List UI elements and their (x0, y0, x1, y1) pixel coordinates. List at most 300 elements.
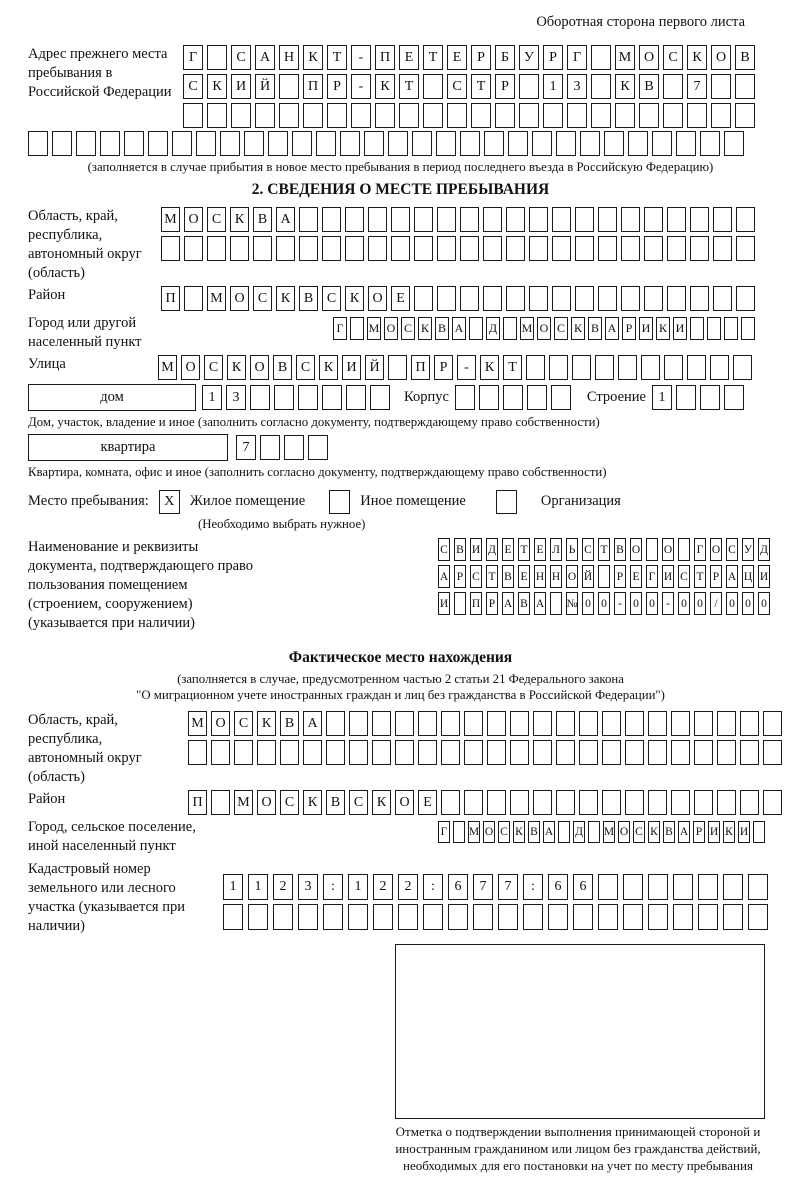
char-box[interactable] (556, 131, 576, 156)
char-box[interactable] (299, 236, 318, 261)
char-box[interactable] (460, 131, 480, 156)
char-box[interactable] (748, 874, 768, 900)
char-box[interactable]: А (678, 821, 690, 843)
char-box[interactable]: 7 (473, 874, 493, 900)
char-box[interactable] (460, 207, 479, 232)
char-box[interactable]: X (159, 490, 180, 514)
char-box[interactable]: И (708, 821, 720, 843)
char-box[interactable] (623, 874, 643, 900)
char-box[interactable] (184, 236, 203, 261)
char-box[interactable]: М (161, 207, 180, 232)
char-box[interactable]: О (483, 821, 495, 843)
char-box[interactable]: Г (333, 317, 347, 340)
char-box[interactable]: 3 (226, 385, 246, 410)
char-box[interactable]: - (614, 592, 626, 615)
char-box[interactable] (398, 904, 418, 930)
char-box[interactable] (349, 740, 368, 765)
char-box[interactable] (298, 385, 318, 410)
char-box[interactable] (591, 103, 611, 128)
char-box[interactable] (76, 131, 96, 156)
char-box[interactable] (184, 286, 203, 311)
char-box[interactable]: К (723, 821, 735, 843)
char-box[interactable] (483, 236, 502, 261)
char-box[interactable] (711, 103, 731, 128)
char-box[interactable] (436, 131, 456, 156)
char-box[interactable] (575, 286, 594, 311)
char-box[interactable] (644, 207, 663, 232)
char-box[interactable] (598, 904, 618, 930)
char-box[interactable] (188, 740, 207, 765)
char-box[interactable] (414, 286, 433, 311)
char-box[interactable]: Н (534, 565, 546, 588)
char-box[interactable] (556, 711, 575, 736)
char-box[interactable]: П (375, 45, 395, 70)
char-box[interactable] (527, 385, 547, 410)
char-box[interactable] (487, 711, 506, 736)
char-box[interactable] (28, 131, 48, 156)
char-box[interactable]: 2 (273, 874, 293, 900)
char-box[interactable] (579, 711, 598, 736)
char-box[interactable]: Б (495, 45, 515, 70)
char-box[interactable] (372, 711, 391, 736)
char-box[interactable] (723, 904, 743, 930)
char-box[interactable] (621, 236, 640, 261)
char-box[interactable]: Т (399, 74, 419, 99)
char-box[interactable]: 3 (298, 874, 318, 900)
char-box[interactable] (667, 236, 686, 261)
char-box[interactable] (717, 740, 736, 765)
char-box[interactable] (598, 874, 618, 900)
char-box[interactable]: 0 (726, 592, 738, 615)
char-box[interactable]: Р (495, 74, 515, 99)
char-box[interactable] (707, 317, 721, 340)
char-box[interactable]: Р (327, 74, 347, 99)
char-box[interactable] (694, 740, 713, 765)
char-box[interactable] (345, 236, 364, 261)
char-box[interactable] (567, 103, 587, 128)
char-box[interactable]: Г (694, 538, 706, 561)
char-box[interactable]: Т (598, 538, 610, 561)
char-box[interactable] (423, 103, 443, 128)
char-box[interactable]: 7 (498, 874, 518, 900)
char-box[interactable] (671, 790, 690, 815)
char-box[interactable] (345, 207, 364, 232)
char-box[interactable]: К (615, 74, 635, 99)
char-box[interactable]: Й (365, 355, 384, 380)
char-box[interactable]: 1 (652, 385, 672, 410)
char-box[interactable] (391, 207, 410, 232)
char-box[interactable]: С (663, 45, 683, 70)
char-box[interactable] (279, 103, 299, 128)
char-box[interactable] (161, 236, 180, 261)
char-box[interactable]: Р (693, 821, 705, 843)
char-box[interactable] (748, 904, 768, 930)
char-box[interactable] (498, 904, 518, 930)
char-box[interactable] (690, 286, 709, 311)
char-box[interactable] (717, 711, 736, 736)
char-box[interactable] (373, 904, 393, 930)
char-box[interactable] (412, 131, 432, 156)
char-box[interactable]: А (605, 317, 619, 340)
char-box[interactable]: О (368, 286, 387, 311)
char-box[interactable]: № (566, 592, 578, 615)
char-box[interactable]: В (663, 821, 675, 843)
char-box[interactable]: К (207, 74, 227, 99)
char-box[interactable] (663, 103, 683, 128)
char-box[interactable] (292, 131, 312, 156)
char-box[interactable] (575, 207, 594, 232)
char-box[interactable]: С (183, 74, 203, 99)
char-box[interactable] (323, 904, 343, 930)
char-box[interactable]: А (452, 317, 466, 340)
char-box[interactable] (329, 490, 350, 514)
char-box[interactable] (713, 236, 732, 261)
char-box[interactable] (349, 711, 368, 736)
char-box[interactable] (591, 74, 611, 99)
char-box[interactable] (460, 236, 479, 261)
char-box[interactable]: С (349, 790, 368, 815)
char-box[interactable]: И (639, 317, 653, 340)
char-box[interactable]: Р (614, 565, 626, 588)
char-box[interactable] (552, 207, 571, 232)
char-box[interactable] (543, 103, 563, 128)
char-box[interactable]: Ь (566, 538, 578, 561)
char-box[interactable] (724, 385, 744, 410)
char-box[interactable] (479, 385, 499, 410)
char-box[interactable]: В (528, 821, 540, 843)
char-box[interactable] (641, 355, 660, 380)
char-box[interactable] (598, 565, 610, 588)
char-box[interactable] (572, 355, 591, 380)
char-box[interactable] (395, 740, 414, 765)
char-box[interactable] (533, 711, 552, 736)
char-box[interactable] (676, 385, 696, 410)
char-box[interactable] (375, 103, 395, 128)
char-box[interactable] (464, 711, 483, 736)
char-box[interactable]: В (280, 711, 299, 736)
char-box[interactable]: В (299, 286, 318, 311)
char-box[interactable] (740, 740, 759, 765)
char-box[interactable] (598, 236, 617, 261)
char-box[interactable]: Е (399, 45, 419, 70)
char-box[interactable]: С (582, 538, 594, 561)
char-box[interactable]: Н (279, 45, 299, 70)
char-box[interactable] (510, 711, 529, 736)
char-box[interactable]: К (513, 821, 525, 843)
char-box[interactable]: 1 (223, 874, 243, 900)
char-box[interactable] (414, 236, 433, 261)
char-box[interactable]: П (411, 355, 430, 380)
char-box[interactable]: Р (622, 317, 636, 340)
char-box[interactable]: - (351, 45, 371, 70)
char-box[interactable]: О (230, 286, 249, 311)
char-box[interactable]: У (519, 45, 539, 70)
char-box[interactable] (573, 904, 593, 930)
char-box[interactable]: А (255, 45, 275, 70)
char-box[interactable] (326, 711, 345, 736)
char-box[interactable]: / (710, 592, 722, 615)
char-box[interactable]: Е (502, 538, 514, 561)
char-box[interactable] (506, 207, 525, 232)
char-box[interactable]: В (735, 45, 755, 70)
char-box[interactable]: Н (550, 565, 562, 588)
char-box[interactable]: С (322, 286, 341, 311)
char-box[interactable]: Т (486, 565, 498, 588)
char-box[interactable]: М (207, 286, 226, 311)
char-box[interactable]: Е (418, 790, 437, 815)
char-box[interactable] (348, 904, 368, 930)
char-box[interactable]: О (257, 790, 276, 815)
char-box[interactable] (447, 103, 467, 128)
char-box[interactable]: Е (518, 565, 530, 588)
char-box[interactable] (602, 790, 621, 815)
char-box[interactable] (710, 355, 729, 380)
char-box[interactable] (723, 874, 743, 900)
char-box[interactable]: И (662, 565, 674, 588)
char-box[interactable] (388, 355, 407, 380)
char-box[interactable] (646, 538, 658, 561)
char-box[interactable]: О (384, 317, 398, 340)
char-box[interactable] (303, 740, 322, 765)
char-box[interactable] (648, 874, 668, 900)
char-box[interactable] (471, 103, 491, 128)
char-box[interactable] (678, 538, 690, 561)
char-box[interactable] (395, 711, 414, 736)
char-box[interactable]: И (758, 565, 770, 588)
char-box[interactable] (257, 740, 276, 765)
char-box[interactable]: 1 (543, 74, 563, 99)
char-box[interactable] (552, 286, 571, 311)
char-box[interactable]: 0 (630, 592, 642, 615)
char-box[interactable]: - (457, 355, 476, 380)
char-box[interactable] (556, 740, 575, 765)
char-box[interactable] (724, 317, 738, 340)
char-box[interactable] (667, 286, 686, 311)
char-box[interactable] (414, 207, 433, 232)
char-box[interactable] (322, 207, 341, 232)
char-box[interactable] (248, 904, 268, 930)
char-box[interactable]: : (323, 874, 343, 900)
char-box[interactable] (483, 286, 502, 311)
char-box[interactable] (303, 103, 323, 128)
char-box[interactable] (368, 207, 387, 232)
char-box[interactable]: М (367, 317, 381, 340)
char-box[interactable] (473, 904, 493, 930)
char-box[interactable] (299, 207, 318, 232)
char-box[interactable]: О (711, 45, 731, 70)
char-box[interactable] (418, 711, 437, 736)
char-box[interactable]: С (726, 538, 738, 561)
char-box[interactable] (274, 385, 294, 410)
char-box[interactable] (453, 821, 465, 843)
char-box[interactable] (351, 103, 371, 128)
char-box[interactable] (652, 131, 672, 156)
char-box[interactable] (441, 790, 460, 815)
char-box[interactable] (172, 131, 192, 156)
char-box[interactable]: С (447, 74, 467, 99)
char-box[interactable]: 7 (687, 74, 707, 99)
char-box[interactable]: 3 (567, 74, 587, 99)
char-box[interactable]: О (566, 565, 578, 588)
char-box[interactable]: 6 (448, 874, 468, 900)
char-box[interactable] (268, 131, 288, 156)
char-box[interactable]: С (204, 355, 223, 380)
char-box[interactable]: К (303, 45, 323, 70)
char-box[interactable] (533, 740, 552, 765)
char-box[interactable] (556, 790, 575, 815)
char-box[interactable]: К (480, 355, 499, 380)
char-box[interactable]: О (181, 355, 200, 380)
char-box[interactable]: 2 (398, 874, 418, 900)
char-box[interactable]: М (188, 711, 207, 736)
char-box[interactable] (621, 207, 640, 232)
char-box[interactable]: А (726, 565, 738, 588)
char-box[interactable] (437, 286, 456, 311)
char-box[interactable]: Д (486, 538, 498, 561)
char-box[interactable] (484, 131, 504, 156)
char-box[interactable]: А (438, 565, 450, 588)
char-box[interactable]: О (395, 790, 414, 815)
char-box[interactable] (628, 131, 648, 156)
char-box[interactable]: Л (550, 538, 562, 561)
char-box[interactable]: Д (758, 538, 770, 561)
char-box[interactable] (598, 207, 617, 232)
char-box[interactable] (460, 286, 479, 311)
char-box[interactable]: С (280, 790, 299, 815)
char-box[interactable] (639, 103, 659, 128)
char-box[interactable] (532, 131, 552, 156)
char-box[interactable]: И (738, 821, 750, 843)
char-box[interactable] (260, 435, 280, 460)
char-box[interactable] (735, 103, 755, 128)
char-box[interactable] (687, 103, 707, 128)
char-box[interactable] (503, 317, 517, 340)
char-box[interactable]: С (633, 821, 645, 843)
char-box[interactable]: 6 (548, 874, 568, 900)
char-box[interactable] (124, 131, 144, 156)
char-box[interactable]: - (351, 74, 371, 99)
char-box[interactable]: С (498, 821, 510, 843)
char-box[interactable]: О (710, 538, 722, 561)
char-box[interactable] (284, 435, 304, 460)
char-box[interactable] (558, 821, 570, 843)
char-box[interactable]: В (253, 207, 272, 232)
char-box[interactable]: К (303, 790, 322, 815)
char-box[interactable] (690, 207, 709, 232)
char-box[interactable]: 0 (598, 592, 610, 615)
char-box[interactable] (223, 904, 243, 930)
char-box[interactable] (454, 592, 466, 615)
char-box[interactable] (598, 286, 617, 311)
char-box[interactable] (648, 790, 667, 815)
char-box[interactable] (196, 131, 216, 156)
char-box[interactable]: В (502, 565, 514, 588)
char-box[interactable] (423, 904, 443, 930)
char-box[interactable]: Т (471, 74, 491, 99)
char-box[interactable] (207, 103, 227, 128)
char-box[interactable]: В (435, 317, 449, 340)
char-box[interactable] (667, 207, 686, 232)
char-box[interactable] (644, 236, 663, 261)
char-box[interactable] (231, 103, 251, 128)
char-box[interactable] (308, 435, 328, 460)
char-box[interactable] (253, 236, 272, 261)
char-box[interactable] (694, 790, 713, 815)
char-box[interactable] (644, 286, 663, 311)
char-box[interactable] (388, 131, 408, 156)
char-box[interactable]: Г (438, 821, 450, 843)
char-box[interactable]: С (234, 711, 253, 736)
char-box[interactable]: Т (327, 45, 347, 70)
char-box[interactable] (673, 904, 693, 930)
char-box[interactable] (418, 740, 437, 765)
char-box[interactable] (370, 385, 390, 410)
char-box[interactable] (529, 236, 548, 261)
char-box[interactable] (316, 131, 336, 156)
char-box[interactable] (448, 904, 468, 930)
char-box[interactable]: А (534, 592, 546, 615)
char-box[interactable] (579, 790, 598, 815)
char-box[interactable] (676, 131, 696, 156)
char-box[interactable]: Р (454, 565, 466, 588)
char-box[interactable]: 0 (742, 592, 754, 615)
char-box[interactable]: Й (255, 74, 275, 99)
char-box[interactable] (717, 790, 736, 815)
char-box[interactable] (280, 740, 299, 765)
char-box[interactable] (580, 131, 600, 156)
char-box[interactable]: В (326, 790, 345, 815)
char-box[interactable]: О (184, 207, 203, 232)
char-box[interactable] (733, 355, 752, 380)
char-box[interactable]: С (678, 565, 690, 588)
char-box[interactable]: А (502, 592, 514, 615)
char-box[interactable]: А (276, 207, 295, 232)
char-box[interactable] (234, 740, 253, 765)
char-box[interactable] (391, 236, 410, 261)
char-box[interactable]: 1 (248, 874, 268, 900)
char-box[interactable]: Д (573, 821, 585, 843)
char-box[interactable] (230, 236, 249, 261)
char-box[interactable] (350, 317, 364, 340)
char-box[interactable]: К (648, 821, 660, 843)
char-box[interactable] (399, 103, 419, 128)
char-box[interactable] (687, 355, 706, 380)
char-box[interactable]: М (603, 821, 615, 843)
char-box[interactable]: И (470, 538, 482, 561)
char-box[interactable] (519, 74, 539, 99)
char-box[interactable] (690, 236, 709, 261)
char-box[interactable] (763, 740, 782, 765)
char-box[interactable] (298, 904, 318, 930)
char-box[interactable]: С (438, 538, 450, 561)
char-box[interactable] (618, 355, 637, 380)
char-box[interactable] (736, 207, 755, 232)
char-box[interactable]: К (372, 790, 391, 815)
char-box[interactable]: 1 (202, 385, 222, 410)
char-box[interactable] (588, 821, 600, 843)
char-box[interactable] (441, 711, 460, 736)
char-box[interactable]: И (438, 592, 450, 615)
char-box[interactable] (506, 236, 525, 261)
char-box[interactable] (279, 74, 299, 99)
char-box[interactable]: - (662, 592, 674, 615)
char-box[interactable] (487, 790, 506, 815)
char-box[interactable]: Г (646, 565, 658, 588)
char-box[interactable] (671, 711, 690, 736)
char-box[interactable] (550, 592, 562, 615)
char-box[interactable]: К (687, 45, 707, 70)
char-box[interactable] (469, 317, 483, 340)
